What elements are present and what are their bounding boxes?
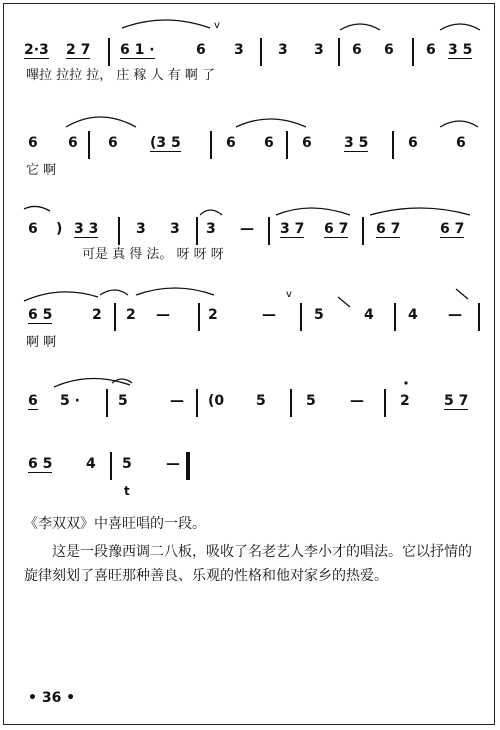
bar-line	[392, 131, 394, 159]
bar-line	[290, 389, 292, 417]
note: —	[448, 307, 462, 323]
lyric-line: 它 啊	[26, 163, 57, 178]
note: 3	[136, 221, 146, 237]
note: —	[170, 393, 184, 409]
note: 3	[278, 42, 288, 58]
note: 6 1 ·	[120, 42, 155, 58]
lyric-line: 可是 真 得 法。 呀 呀 呀	[82, 247, 224, 262]
note: 3 3	[74, 221, 99, 237]
note: 6	[456, 135, 466, 151]
slur	[0, 275, 500, 315]
note: 3	[314, 42, 324, 58]
bar-line	[338, 38, 340, 66]
note: 6	[264, 135, 274, 151]
note: —	[350, 393, 364, 409]
final-bar-line	[186, 452, 190, 480]
caption: 《李双双》中喜旺唱的一段。	[24, 516, 206, 532]
score-system-1	[0, 10, 500, 83]
bar-line	[362, 217, 364, 245]
note: 6 7	[376, 221, 401, 237]
bar-line	[394, 303, 396, 331]
bar-line	[196, 389, 198, 417]
note: 6	[352, 42, 362, 58]
bar-line	[260, 38, 262, 66]
note: 3 5	[448, 42, 473, 58]
note: 2·3	[24, 42, 49, 58]
note: 5 ·	[60, 393, 80, 409]
bar-line	[286, 131, 288, 159]
note: 5	[118, 393, 128, 409]
note: 2 7	[66, 42, 91, 58]
bar-line	[384, 389, 386, 417]
note: 6	[196, 42, 206, 58]
svg-text:v: v	[214, 20, 220, 31]
note: 2	[126, 307, 136, 323]
score-system-6	[0, 440, 500, 510]
note: 3	[206, 221, 216, 237]
note: 6	[108, 135, 118, 151]
note: 4	[408, 307, 418, 323]
note: 6	[28, 135, 38, 151]
bar-line	[106, 389, 108, 417]
note: 6 7	[324, 221, 349, 237]
note: 5	[314, 307, 324, 323]
note: (0	[208, 393, 225, 409]
bar-line	[478, 303, 480, 331]
note: (3 5	[150, 135, 181, 151]
bar-line	[196, 217, 198, 245]
score-system-4	[0, 275, 500, 350]
lyric-line: 嗶拉 拉拉 拉， 庄 稼 人 有 啊 了	[26, 68, 216, 83]
bar-line	[114, 303, 116, 331]
bar-line	[412, 38, 414, 66]
note: )	[56, 221, 63, 237]
note: 2	[92, 307, 102, 323]
note: 3	[234, 42, 244, 58]
note: 6	[28, 221, 38, 237]
note: 2	[400, 393, 410, 409]
score-system-5	[0, 365, 500, 435]
lyric-line: 啊 啊	[26, 335, 57, 350]
note: 3 5	[344, 135, 369, 151]
note: 3 7	[280, 221, 305, 237]
score-system-2	[0, 105, 500, 178]
note: 5	[256, 393, 266, 409]
bar-line	[108, 38, 110, 66]
note: 6	[28, 393, 38, 409]
note: —	[262, 307, 276, 323]
note: 3	[170, 221, 180, 237]
description-paragraph: 这是一段豫西调二八板，吸收了名老艺人李小才的唱法。它以抒情的旋律刻划了喜旺那种善良、乐观的性格和他对家乡的热爱。	[24, 544, 472, 584]
note: 5	[122, 456, 132, 472]
note: 6	[226, 135, 236, 151]
note: 4	[86, 456, 96, 472]
note: 6 7	[440, 221, 465, 237]
note: 5	[306, 393, 316, 409]
bar-line	[300, 303, 302, 331]
note: 6	[302, 135, 312, 151]
note: —	[156, 307, 170, 323]
svg-text:v: v	[286, 289, 292, 300]
note: 6 5	[28, 307, 53, 323]
note: —	[240, 221, 254, 237]
bar-line	[268, 217, 270, 245]
note: 5 7	[444, 393, 469, 409]
bar-line	[210, 131, 212, 159]
note: 2	[208, 307, 218, 323]
note: 6	[68, 135, 78, 151]
note: 6	[408, 135, 418, 151]
note: 6 5	[28, 456, 53, 472]
note: 6	[426, 42, 436, 58]
note: 6	[384, 42, 394, 58]
bar-line	[118, 217, 120, 245]
score-system-3	[0, 195, 500, 265]
annotation-mark: t	[124, 484, 130, 498]
bar-line	[198, 303, 200, 331]
note: —	[166, 456, 180, 472]
page-number: • 36 •	[28, 690, 76, 706]
note: 4	[364, 307, 374, 323]
bar-line	[88, 131, 90, 159]
bar-line	[110, 452, 112, 480]
